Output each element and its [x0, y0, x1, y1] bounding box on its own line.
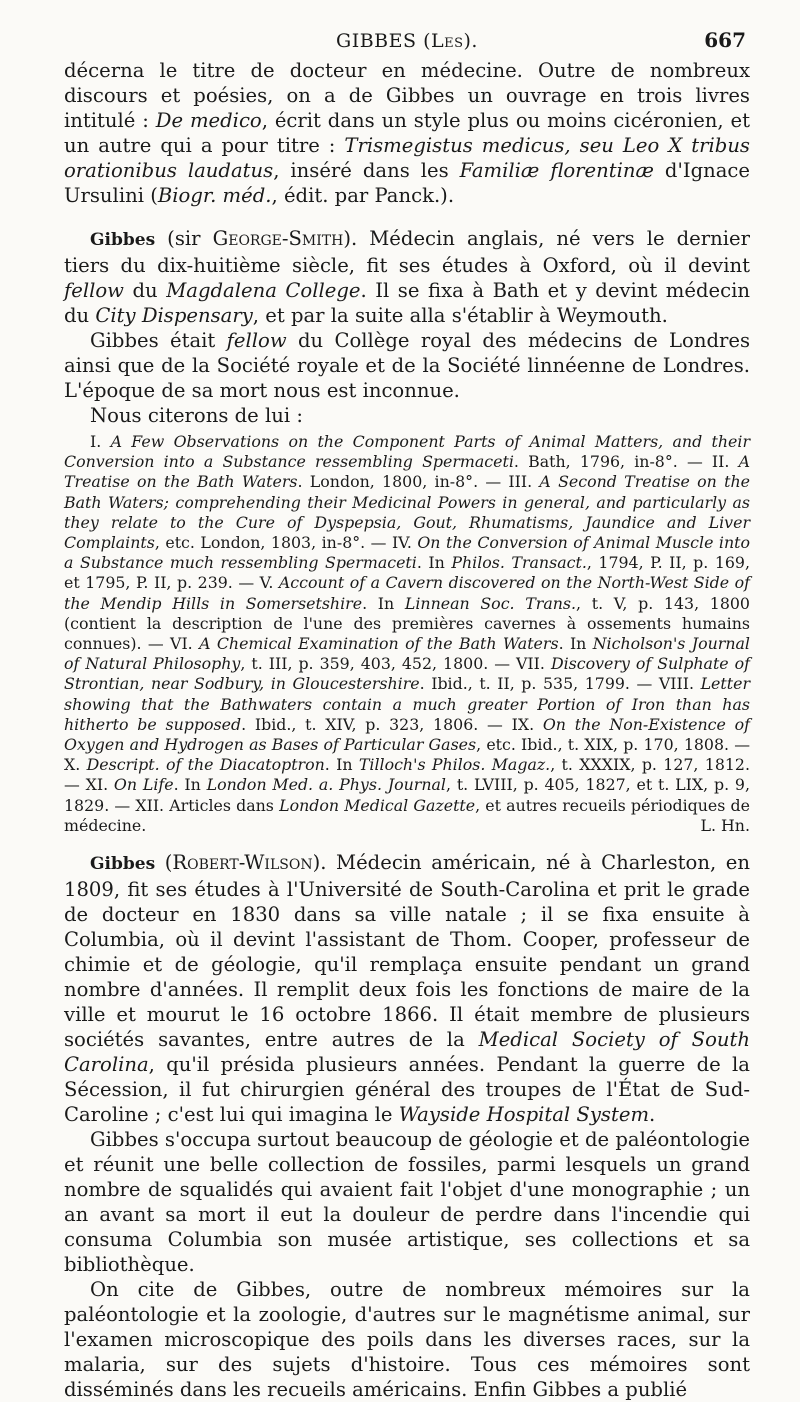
text-run: . Ibid., t. XIV, p. 323, 1806. — IX.: [241, 714, 543, 734]
entry-george-smith-p3: Nous citerons de lui :: [90, 404, 303, 427]
journal-title: Nicholson's Journal of Natural Philosophy: [64, 634, 750, 674]
title-italic: Familiæ florentinæ: [459, 159, 654, 182]
text-run: , écrit dans un style plus ou moins cicéronien, et un autre qui a pour titre :: [64, 109, 750, 157]
text-run: . Il se fixa à Bath et y devint médecin du: [64, 279, 750, 327]
entry-george-smith-p1: [64, 226, 750, 328]
title-italic: De medico: [155, 109, 262, 132]
author-signature: L. Hn.: [700, 815, 750, 835]
text-run: . Bath, 1796, in-8°. — II.: [513, 452, 739, 472]
text-run: . In: [173, 775, 207, 795]
text-run: ). Médecin américain, né à Charleston, en 1809, fit ses études à l'Université de South-Carolina et prit le grade de docteur en 1830 dans sa ville natale ; il se fixa ensuite à Columbia, où il devint l'assistant de Thom. Cooper, professeur de chimie et de géologie, qu'il remplaça ensuite pendant un grand nombre d'années. Il remplit deux fois les fonctions de maire de la ville et mourut le 16 octobre 1866. Il était membre de plusieurs sociétés savantes, entre autres de la: [64, 851, 750, 1052]
text-run: ). Médecin anglais, né vers le dernier tiers du dix-huitième siècle, fit ses études à Oxford, où il devint: [64, 227, 750, 277]
text-run: décerna le titre de docteur en médecine. Outre de nombreux discours et poésies, on a de Gibbes un ouvrage en trois livres intitulé :: [64, 59, 750, 132]
text-run: , et autres recueils périodiques de médecine.: [64, 795, 750, 835]
term-italic: Wayside Hospital System: [398, 1103, 650, 1127]
text-run: (sir: [155, 227, 213, 250]
text-run: . Ibid., t. II, p. 535, 1799. — VIII.: [419, 674, 701, 694]
term-italic: fellow: [226, 329, 287, 352]
running-head: [64, 0, 750, 58]
text-run: , inséré dans les: [273, 159, 460, 182]
text-run: , 1794, P. II, p. 169, et 1795, P. II, p. 239. — V.: [64, 553, 750, 593]
running-title-end: ).: [463, 30, 478, 52]
entry-name-smallcaps: George-Smith: [212, 227, 344, 250]
text-run: du: [123, 279, 167, 302]
term-italic: Medical Society of South Carolina: [64, 1028, 750, 1077]
text-run: . In: [416, 553, 452, 573]
text-run: , qu'il présida plusieurs années. Pendant la guerre de la Sécession, il fut chirurgien général des troupes de l'État de Sud-Caroline ; c'est lui qui imagina le: [64, 1053, 750, 1127]
term-italic: Magdalena College: [166, 279, 361, 302]
work-title: A Chemical Examination of the Bath Waters: [199, 634, 559, 654]
text-run: Gibbes était: [90, 329, 227, 352]
page-number: 667: [704, 28, 746, 52]
journal-title: London Med. a. Phys. Journal: [206, 775, 446, 795]
entry-robert-wilson-p1: [64, 850, 750, 1127]
work-title: Discovery of Sulphate of Strontian, near Sodbury, in Gloucestershire: [64, 654, 750, 694]
entry-name-smallcaps: Robert-Wilson: [172, 851, 313, 875]
title-italic: Trismegistus medicus, seu Leo X tribus orationibus laudatus: [64, 134, 750, 182]
term-italic: fellow: [64, 279, 124, 302]
text-run: , t. III, p. 359, 403, 452, 1800. — VII.: [240, 654, 551, 674]
text-run: , t. LVIII, p. 405, 1827, et t. LIX, p. 9, 1829. — XII. Articles dans: [64, 775, 750, 815]
bibliography-george-smith: [64, 432, 750, 836]
work-title: A Treatise on the Bath Waters: [64, 452, 751, 492]
work-title: On the Conversion of Animal Muscle into a Substance much ressembling Spermaceti: [64, 533, 750, 573]
text-run: . In: [362, 593, 405, 613]
text-run: , t. V, p. 143, 1800 (contient la description de l'une des premières cavernes à ossements humains connues). — VI.: [64, 593, 750, 654]
text-run: du Collège royal des médecins de Londres ainsi que de la Société royale et de la Société linnéenne de Londres. L'époque de sa mort nous est inconnue.: [64, 329, 751, 402]
text-run: , et par la suite alla s'établir à Weymouth.: [252, 304, 668, 327]
spacer: [64, 208, 750, 226]
work-title: Descript. of the Diacatoptron: [86, 755, 325, 775]
work-title: A Second Treatise on the Bath Waters; comprehending their Medicinal Powers in general, and particularly as they relate to the Cure of Dyspepsia, Gout, Rhumatisms, Jaundice and Liver Complaints: [64, 472, 750, 553]
running-title-smallcaps: Les: [430, 30, 464, 52]
work-title: On Life: [113, 775, 174, 795]
text-run: , t. XXXIX, p. 127, 1812. — XI.: [64, 755, 750, 795]
entry-robert-wilson-p3: On cite de Gibbes, outre de nombreux mémoires sur la paléontologie et la zoologie, d'autres sur le magnétisme animal, sur l'examen microscopique des poils dans les diverses races, sur la malaria, sur des sujets d'histoire. Tous ces mémoires sont disséminés dans les recueils américains. Enfin Gibbes a publié: [64, 1278, 750, 1402]
spacer: [64, 836, 750, 850]
text-run: , édit. par Panck.).: [271, 184, 455, 207]
text-run: , etc. Ibid., t. XIX, p. 170, 1808. — X.: [64, 735, 750, 775]
work-title: A Few Observations on the Component Parts of Animal Matters, and their Conversion into a Substance ressembling Spermaceti: [64, 432, 750, 472]
title-italic: Biogr. méd.: [157, 184, 272, 207]
text-run: d'Ignace Ursulini (: [64, 159, 750, 207]
text-run: (: [155, 851, 173, 875]
text-run: . In: [558, 634, 593, 654]
running-title-main: GIBBES (: [336, 30, 431, 52]
text-run: . In: [324, 755, 359, 775]
entry-headword: Gibbes: [90, 854, 156, 875]
continuation-paragraph: [64, 58, 750, 208]
running-title: [64, 30, 750, 52]
journal-title: Tilloch's Philos. Magaz.: [358, 755, 551, 775]
work-title: Letter showing that the Bathwaters contain a much greater Portion of Iron than has hitherto be supposed: [64, 674, 750, 734]
journal-title: Linnean Soc. Trans.: [404, 593, 577, 613]
journal-title: Philos. Transact.: [451, 553, 587, 573]
entry-headword: Gibbes: [90, 230, 156, 250]
text-run: .: [649, 1103, 656, 1127]
work-title: On the Non-Existence of Oxygen and Hydrogen as Bases of Particular Gases: [64, 714, 750, 755]
work-title: Account of a Cavern discovered on the North-West Side of the Mendip Hills in Somersetshire: [64, 573, 751, 613]
text-run: I.: [90, 432, 111, 451]
entry-george-smith-p2: [64, 328, 750, 403]
text-run: . London, 1800, in-8°. — III.: [297, 472, 540, 492]
term-italic: City Dispensary: [95, 304, 253, 327]
journal-title: London Medical Gazette: [279, 795, 476, 815]
text-run: , etc. London, 1803, in-8°. — IV.: [154, 533, 418, 553]
entry-robert-wilson-p2: Gibbes s'occupa surtout beaucoup de géologie et de paléontologie et réunit une belle collection de fossiles, parmi lesquels un grand nombre de squalidés qui avaient fait l'objet d'une monographie ; un an avant sa mort il eut la douleur de perdre dans l'incendie qui consuma Columbia son musée artistique, ses collections et sa bibliothèque.: [64, 1128, 750, 1277]
